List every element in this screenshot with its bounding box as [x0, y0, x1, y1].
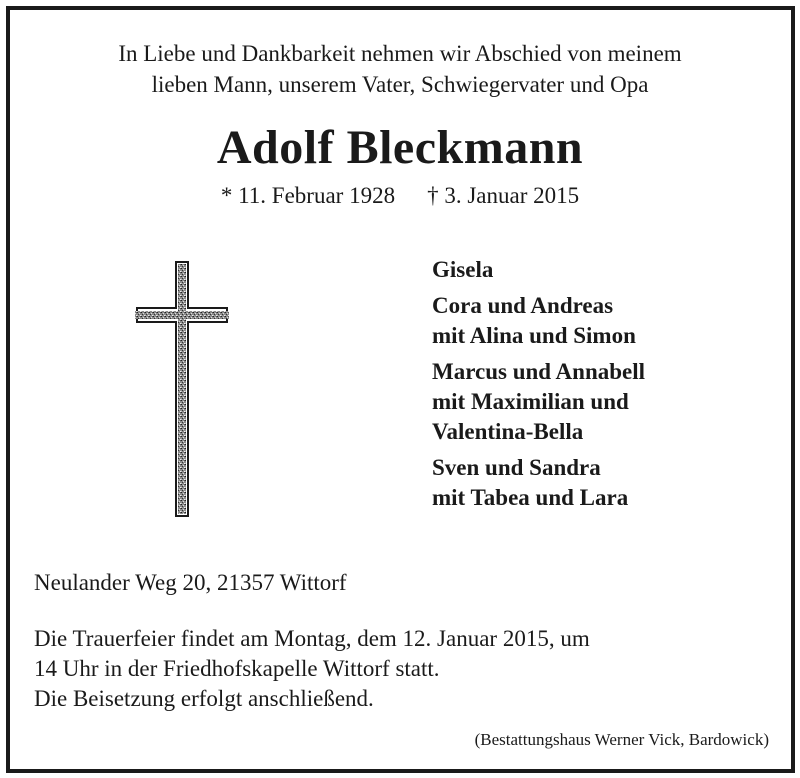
intro-line-1: In Liebe und Dankbarkeit nehmen wir Abschied von meinem [118, 41, 682, 66]
family-list [432, 255, 645, 519]
deceased-name: Adolf Bleckmann [216, 121, 584, 174]
family-line: Gisela [432, 257, 494, 282]
family-group [432, 357, 645, 447]
ceremony-info [34, 624, 590, 714]
ceremony-line-1: Die Trauerfeier findet am Montag, dem 12. Januar 2015, um [34, 626, 590, 651]
intro-line-2: lieben Mann, unserem Vater, Schwiegervater und Opa [151, 72, 649, 97]
family-line: mit Alina und Simon [432, 323, 636, 348]
family-group [432, 291, 645, 351]
undertaker-credit: (Bestattungshaus Werner Vick, Bardowick) [474, 730, 769, 749]
family-line: Sven und Sandra [432, 455, 601, 480]
family-line: Cora und Andreas [432, 293, 614, 318]
life-dates [0, 181, 800, 211]
family-line: Valentina-Bella [432, 419, 584, 444]
family-line: mit Tabea und Lara [432, 485, 629, 510]
cross-icon [133, 260, 231, 520]
death-date: † 3. Januar 2015 [427, 183, 580, 208]
ceremony-line-3: Die Beisetzung erfolgt anschließend. [34, 686, 374, 711]
birth-date: * 11. Februar 1928 [220, 183, 396, 208]
family-group [432, 453, 645, 513]
address: Neulander Weg 20, 21357 Wittorf [34, 570, 347, 595]
family-line: Marcus und Annabell [432, 359, 646, 384]
ceremony-line-2: 14 Uhr in der Friedhofskapelle Wittorf statt. [34, 656, 440, 681]
family-line: mit Maximilian und [432, 389, 629, 414]
family-group [432, 255, 645, 285]
